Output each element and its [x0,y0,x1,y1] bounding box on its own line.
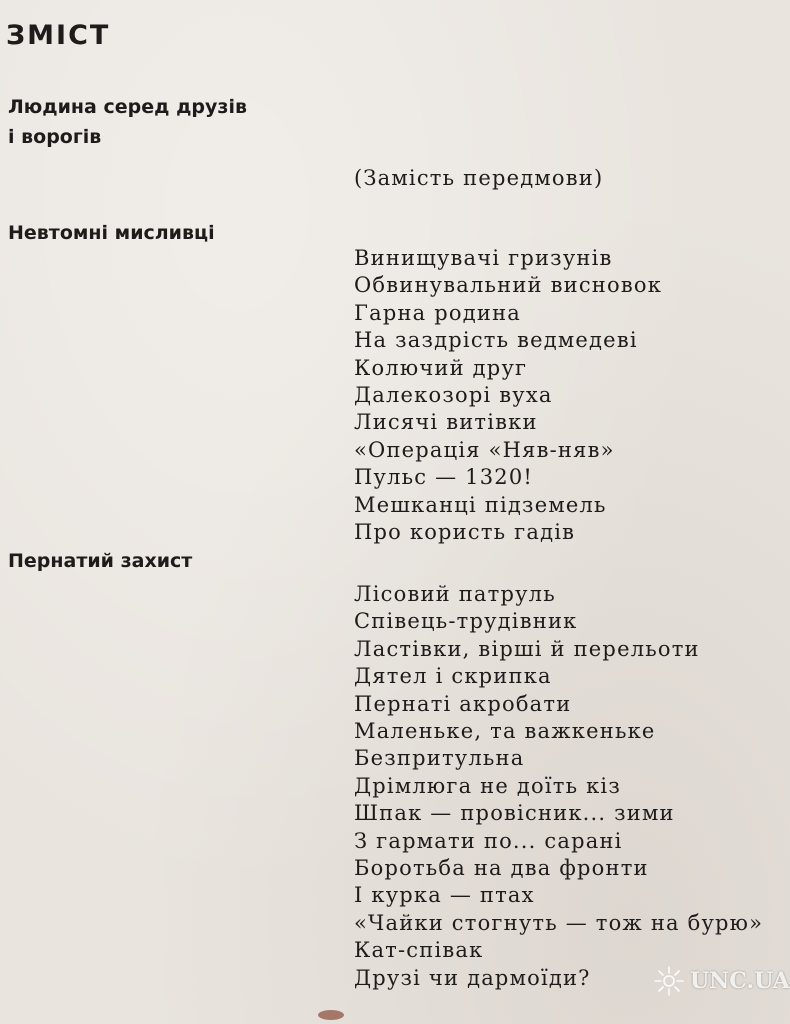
paper-stain [318,1010,344,1020]
toc-item: Про користь гадів [354,520,576,545]
section-heading-hunters: Невтомні мисливці [8,222,215,244]
toc-item: Пернаті акробати [354,691,572,716]
toc-item: Дрімлюга не доїть кіз [354,773,621,798]
section-heading-people: Людина серед друзів і ворогів [8,96,247,148]
toc-item: Обвинувальний висновок [354,273,663,298]
toc-item: Співець-трудівник [354,609,578,634]
toc-item: Гарна родина [354,300,521,325]
toc-item: Лисячі витівки [354,410,538,435]
toc-item: Лісовий патруль [354,582,556,606]
toc-item: Мешканці підземель [354,492,607,517]
toc-item: Друзі чи дармоїди? [354,965,591,990]
toc-item: Маленьке, та важкеньке [354,719,656,744]
toc-item: Ластівки, вірші й перельоти [354,636,700,661]
toc-item: Безпритульна [354,746,525,771]
watermark [654,966,790,996]
sunburst-icon [654,966,684,996]
toc-item: Боротьба на два фронти [354,856,649,881]
toc-item: Колючий друг [354,355,528,380]
toc-item: І курка — птах [354,883,535,908]
toc-item: На заздрість ведмедеві [354,328,638,353]
section-heading-birds: Пернатий захист [8,550,193,572]
toc-item: «Операція «Няв-няв» [354,437,615,462]
toc-item: «Чайки стогнуть — тож на бурю» [354,910,764,935]
toc-list-birds [354,581,763,992]
toc-item: Шпак — провісник... зими [354,801,675,826]
toc-item: Далекозорі вуха [354,383,553,408]
page-title: ЗМІСТ [6,20,111,51]
watermark-text: UNC.UA [690,968,790,994]
toc-item: (Замість передмови) [354,166,604,190]
toc-item: Дятел і скрипка [354,664,552,689]
toc-list-hunters [354,245,662,546]
toc-item: Винищувачі гризунів [354,246,613,270]
toc-item: Кат-співак [354,938,484,963]
toc-item: Пульс — 1320! [354,465,534,490]
toc-item: З гармати по... сарані [354,828,623,853]
